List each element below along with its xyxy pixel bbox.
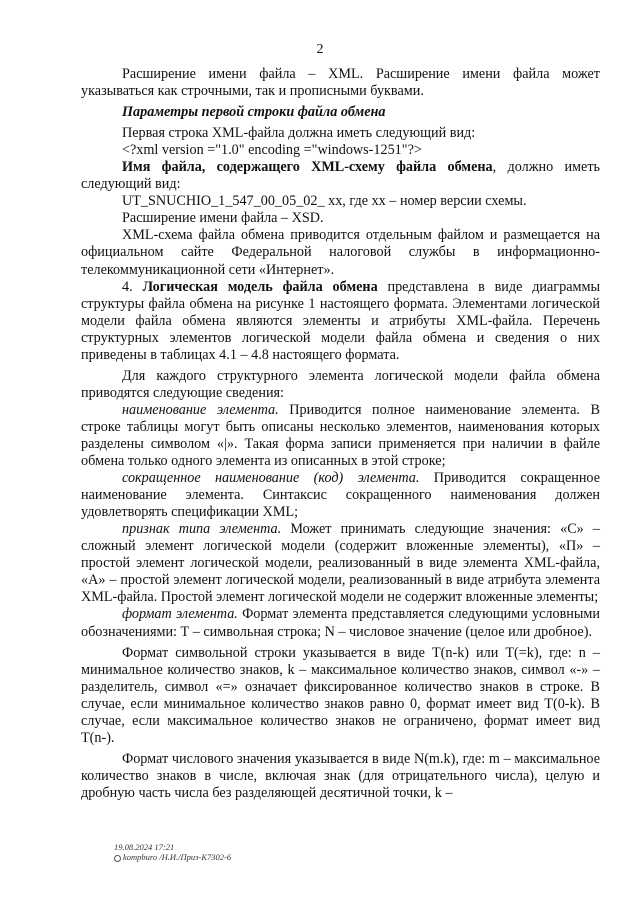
paragraph-schema-name	[81, 159, 600, 193]
element-code-italic: сокращенное наименование (код) элемента.	[122, 470, 420, 487]
paragraph-element-format	[81, 606, 600, 640]
element-type-italic: признак типа элемента.	[122, 521, 282, 538]
footer-author-line	[114, 852, 231, 862]
footer-timestamp: 19.08.2024 17:21	[114, 842, 175, 852]
element-name-italic: наименование элемента.	[122, 401, 279, 418]
footer-author: kompburo /Н.И./Приз-К7302-6	[123, 852, 232, 862]
element-name-rest: Приводится полное наименование элемента. В строке таблицы могут быть описаны несколько элементов, наименования которых разделены символом «|». Такая форма записи применяется при наличии в файле обмена только одного элемента из описанных в этой строке;	[81, 401, 600, 470]
paragraph-element-code	[81, 470, 600, 521]
copyright-icon	[114, 855, 121, 862]
page-number: 2	[316, 42, 324, 57]
logical-model-bold: Логическая модель файла обмена	[142, 278, 378, 295]
element-type-rest: Может принимать следующие значения: «С» – сложный элемент логической модели (содержит вложенные элементы), «П» – простой элемент логической модели, реализованный в виде элемента XML-файла, «А» – простой элемент логической модели, реализованный в виде атрибута элемента XML-файла. Простой элемент логической модели не содержит вложенные элементы;	[81, 521, 600, 606]
xml-declaration: <?xml version ="1.0" encoding ="windows-1251"?>	[122, 142, 422, 159]
schema-name-rest: , должно иметь следующий вид:	[81, 159, 600, 193]
paragraph-schema-location: XML-схема файла обмена приводится отдельным файлом и размещается на официальном сайте Федеральной налоговой службы в информационно-телекоммуникационной сети «Интернет».	[81, 227, 600, 278]
section-heading-params	[81, 104, 600, 121]
heading-text: Параметры первой строки файла обмена	[122, 104, 386, 121]
paragraph-element-info: Для каждого структурного элемента логической модели файла обмена приводятся следующие сведения:	[81, 367, 600, 401]
logical-model-rest: представлена в виде диаграммы структуры файла обмена на рисунке 1 настоящего формата. Элементами логической модели файла обмена являются элементы и атрибуты XML-файла. Перечень структурных элементов логической модели файла обмена и сведения о них приведены в таблицах 4.1 – 4.8 настоящего формата.	[81, 278, 601, 363]
element-code-rest: Приводится сокращенное наименование элемента. Синтаксис сокращенного наименования должен удовлетворять спецификации XML;	[81, 470, 600, 521]
document-body	[81, 66, 600, 802]
paragraph-element-type	[81, 521, 600, 606]
element-format-italic: формат элемента.	[122, 606, 238, 623]
paragraph-schema-pattern: UT_SNUCHIO_1_547_00_05_02_ хх, где хх – номер версии схемы.	[122, 193, 527, 210]
paragraph-extension: Расширение имени файла – XML. Расширение имени файла может указываться как строчными, так и прописными буквами.	[81, 66, 600, 100]
paragraph-string-format: Формат символьной строки указывается в виде Т(n-k) или Т(=k), где: n – минимальное количество знаков, k – максимальное количество знаков, символ «-» – разделитель, символ «=» означает фиксированное количество знаков в строке. В случае, если минимальное количество знаков равно 0, формат имеет вид Т(0-k). В случае, если максимальное количество знаков не ограничено, формат имеет вид Т(n-).	[81, 644, 600, 746]
element-format-rest: Формат элемента представляется следующими условными обозначениями: Т – символьная строка; N – числовое значение (целое или дробное).	[81, 606, 600, 640]
print-footer	[114, 842, 231, 862]
paragraph-first-line: Первая строка XML-файла должна иметь следующий вид:	[122, 125, 476, 142]
paragraph-element-name	[81, 402, 600, 470]
paragraph-numeric-format: Формат числового значения указывается в виде N(m.k), где: m – максимальное количество знаков в числе, включая знак (для отрицательного числа), целую и дробную часть числа без разделяющей десятичной точки, k –	[81, 750, 600, 801]
paragraph-xsd-extension: Расширение имени файла – XSD.	[122, 210, 324, 227]
schema-name-bold: Имя файла, содержащего XML-схему файла обмена	[122, 159, 493, 176]
paragraph-logical-model	[81, 279, 600, 364]
item-number: 4.	[122, 278, 143, 295]
